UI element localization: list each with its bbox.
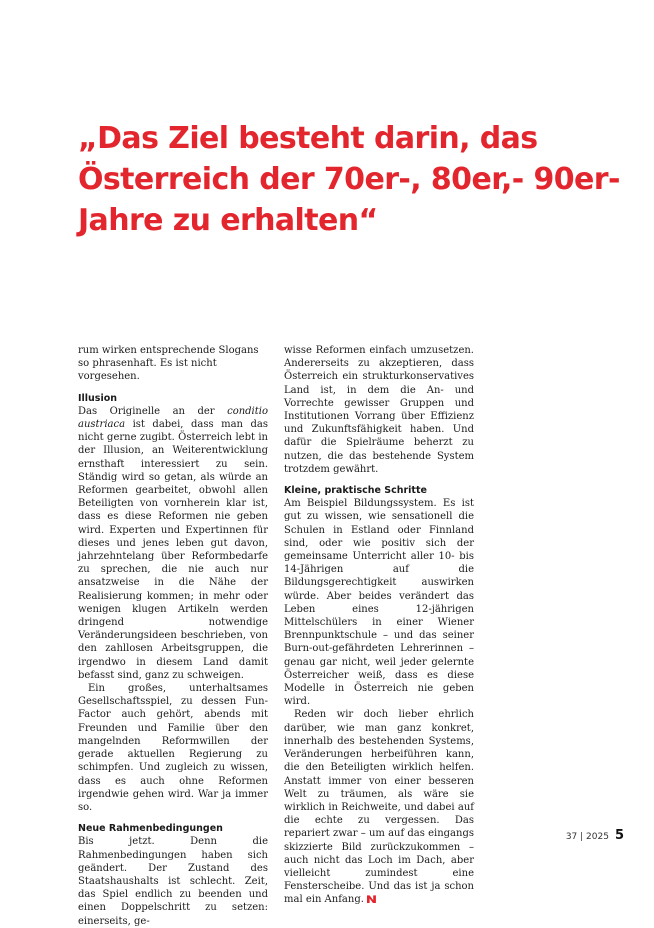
pull-quote-line-2: Österreich der 70er-, 80er,- 90er- — [78, 162, 620, 197]
paragraph-illusion-emphasis: conditio austriaca — [78, 405, 268, 431]
paragraph-bildungssystem: Am Beispiel Bildungssystem. Es ist gut zu wissen, wie sensationell die Schulen in Estland oder Finnland sind, oder wie positiv sich der gemeinsame Unterricht aller 10- bis 14-Jährigen auf die Bildungsgerechtigkeit auswirken würde. Aber beides verändert das Leben eines 12-jährigen Mittelschülers in einer Wiener Brennpunktschule – und das seiner Burn-out-gefährdeten Lehrerinnen – genau gar nicht, weil jeder gelernte Österreicher weiß, dass es diese Modelle in Österreich nie geben wird. — [284, 498, 474, 708]
subheading-illusion: Illusion — [78, 392, 118, 404]
paragraph-gesellschaftsspiel: Ein großes, unterhaltsames Gesellschaftsspiel, zu dessen Fun-Factor auch gehört, abends mit Freunden und Familie über den mangelnden Reformwillen der gerade aktuellen Regierung zu schimpfen. Und zugleich zu wissen, dass es auch ohne Reformen irgendwie gehen wird. War ja immer so. — [78, 683, 268, 813]
subheading-rahmenbedingungen: Neue Rahmenbedingungen — [78, 823, 223, 835]
text-column-right — [284, 344, 474, 907]
text-column-left — [78, 344, 268, 928]
page-number: 5 — [614, 828, 624, 843]
paragraph-illusion-rest: ist dabei, dass man das nicht gerne zugibt. Österreich lebt in der Illusion, an Weiterentwicklung ernsthaft interessiert zu sein. Ständig wird so getan, als würde an Reformen gearbeitet, obwohl allen Beteiligten von vornherein klar ist, dass es diese Reformen nie geben wird. Experten und Expertinnen für dieses und jenes leben gut davon, jahrzehntelang über Reformbedarfe zu sprechen, die nie auch nur ansatzweise in die Nähe der Realisierung kommen; in mehr oder wenigen klugen Artikeln werden dringend notwendige Veränderungsideen beschrieben, von den zahllosen Arbeitsgruppen, die irgendwo in diesem Land damit befasst sind, ganz zu schweigen. — [78, 419, 268, 681]
paragraph-reden-text: Reden wir doch lieber ehrlich darüber, wie man ganz konkret, innerhalb des bestehenden Systems, Veränderungen herbeiführen kann, die den Beteiligten wirklich helfen. Anstatt immer von einer besseren Welt zu träumen, als wäre sie wirklich in Reichweite, und dabei auf die echte zu vergessen. Das repariert zwar – um auf das eingangs skizzierte Bild zurückzukommen – auch nicht das Loch im Dach, aber vielleicht zumindest eine Fensterscheibe. Und das ist ja schon mal ein Anfang. — [284, 709, 474, 906]
paragraph-intro: rum wirken entsprechende Slogans so phrasenhaft. Es ist nicht vorgesehen. — [78, 345, 259, 383]
subheading-kleine-schritte: Kleine, praktische Schritte — [284, 485, 427, 497]
paragraph-illusion — [78, 405, 268, 682]
paragraph-reden — [284, 708, 474, 906]
issue-label: 37 | 2025 — [565, 832, 609, 842]
pull-quote-line-3: Jahre zu erhalten“ — [78, 203, 378, 238]
paragraph-illusion-start: Das Originelle an der — [78, 405, 228, 417]
paragraph-continuation: wisse Reformen einfach umzusetzen. Andererseits zu akzeptieren, dass Österreich ein strukturkonservatives Land ist, in dem die An- und Vorrechte gewisser Gruppen und Institutionen Vorrang über Effizienz und Zukunftsfähigkeit haben. Und dafür die Spielräume beherzt zu nutzen, die das bestehende System trotzdem gewährt. — [284, 345, 474, 475]
pull-quote — [78, 118, 618, 241]
paragraph-rahmenbedingungen: Bis jetzt. Denn die Rahmenbedingungen haben sich geändert. Der Zustand des Staatshaushalts ist schlecht. Zeit, das Spiel endlich zu beenden und einen Doppelschritt zu setzen: einerseits, ge- — [78, 836, 268, 927]
end-mark-icon — [367, 895, 376, 903]
pull-quote-line-1: „Das Ziel besteht darin, das — [78, 121, 538, 156]
page-footer — [566, 828, 624, 843]
